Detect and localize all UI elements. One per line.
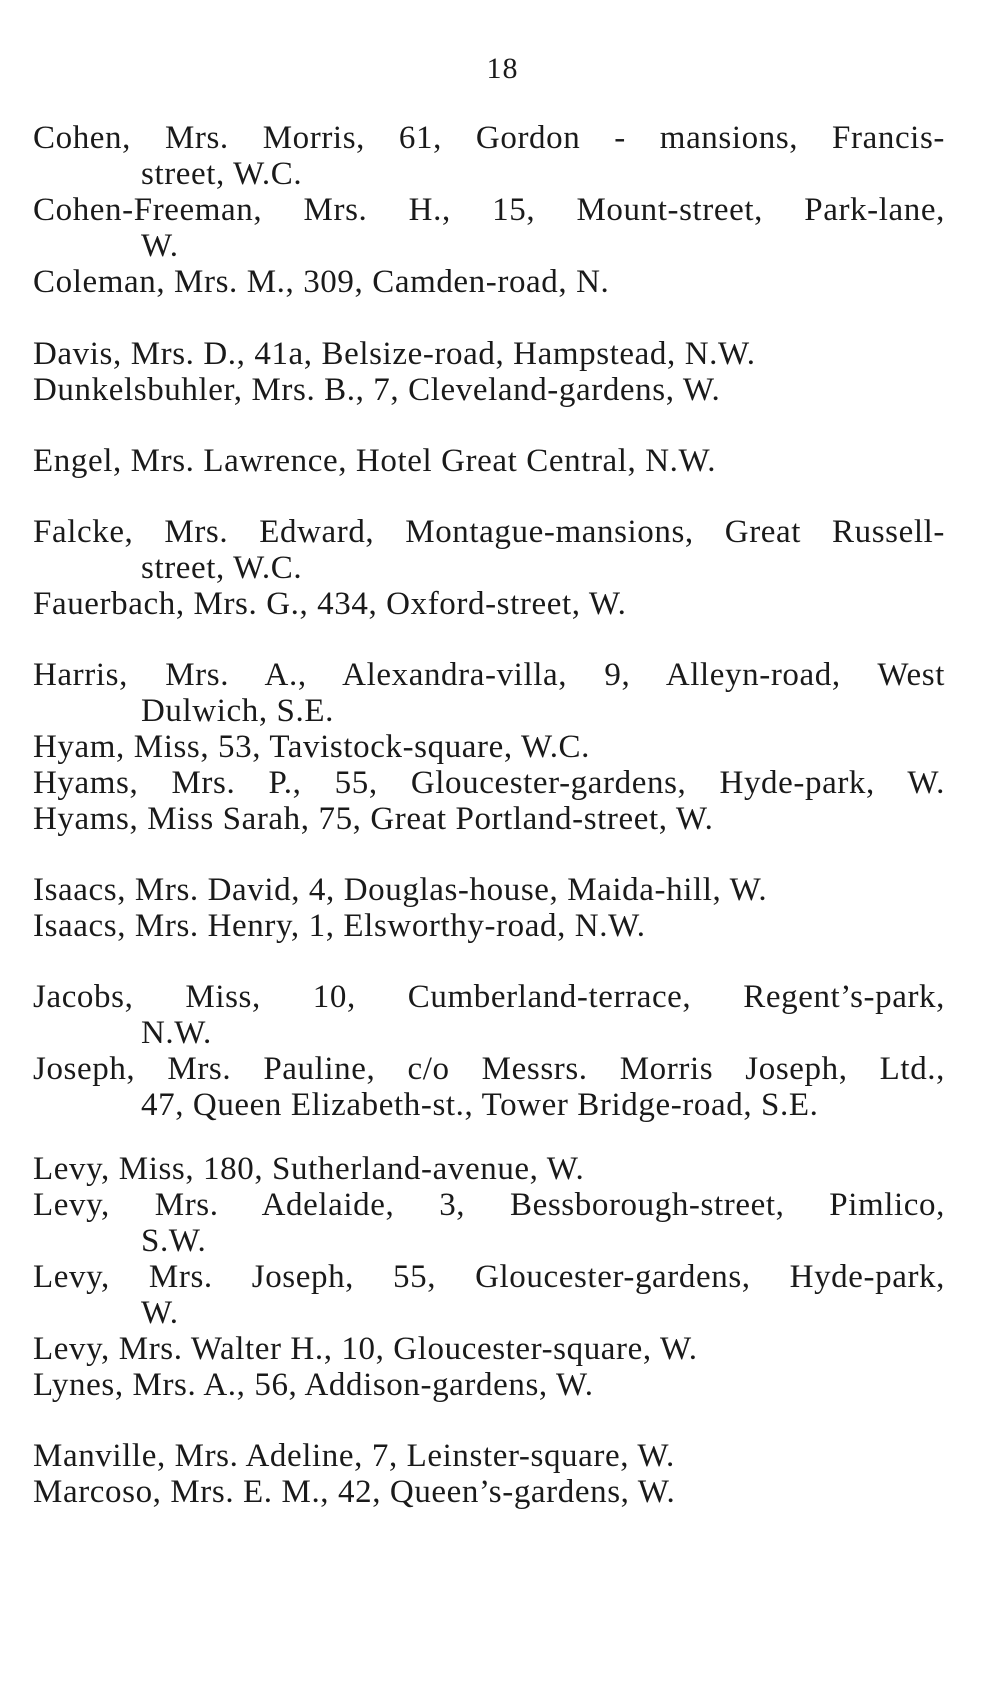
list-item [33, 1474, 945, 1510]
list-item [33, 657, 945, 729]
entry-text: Hyam, Miss, 53, Tavistock-square, W.C. [33, 729, 591, 765]
list-item [33, 1438, 945, 1474]
list-item [33, 586, 945, 622]
list-item [33, 192, 945, 264]
list-item [33, 1367, 945, 1403]
entry-text: Cohen, Mrs. Morris, 61, Gordon - mansions, Francis- [33, 120, 945, 156]
entry-text: Hyams, Mrs. P., 55, Gloucester-gardens, Hyde-park, W. [33, 765, 945, 801]
entry-text: Levy, Miss, 180, Sutherland-avenue, W. [33, 1151, 585, 1187]
entry-text: Dunkelsbuhler, Mrs. B., 7, Cleveland-gardens, W. [33, 372, 721, 408]
entry-text: Davis, Mrs. D., 41a, Belsize-road, Hampstead, N.W. [33, 336, 756, 372]
entry-text: Levy, Mrs. Adelaide, 3, Bessborough-street, Pimlico, [33, 1187, 945, 1223]
entry-text: Joseph, Mrs. Pauline, c/o Messrs. Morris Joseph, Ltd., [33, 1051, 945, 1087]
list-item [33, 372, 945, 408]
entry-continuation: street, W.C. [141, 156, 303, 192]
list-item [33, 514, 945, 586]
entry-continuation: W. [141, 1295, 179, 1331]
entry-continuation: N.W. [141, 1015, 212, 1051]
entry-continuation: Dulwich, S.E. [141, 693, 334, 729]
entry-text: Jacobs, Miss, 10, Cumberland-terrace, Regent’s-park, [33, 979, 945, 1015]
list-item [33, 872, 945, 908]
list-item [33, 729, 945, 765]
entry-continuation: street, W.C. [141, 550, 303, 586]
list-item [33, 1331, 945, 1367]
entry-text: Falcke, Mrs. Edward, Montague-mansions, Great Russell- [33, 514, 945, 550]
entry-continuation: S.W. [141, 1223, 207, 1259]
entry-text: Lynes, Mrs. A., 56, Addison-gardens, W. [33, 1367, 594, 1403]
list-item [33, 1151, 945, 1187]
entry-text: Marcoso, Mrs. E. M., 42, Queen’s-gardens, W. [33, 1474, 676, 1510]
entry-text: Levy, Mrs. Walter H., 10, Gloucester-square, W. [33, 1331, 698, 1367]
entry-text: Fauerbach, Mrs. G., 434, Oxford-street, W. [33, 586, 627, 622]
list-item [33, 264, 945, 300]
entry-text: Coleman, Mrs. M., 309, Camden-road, N. [33, 264, 610, 300]
entry-text: Cohen-Freeman, Mrs. H., 15, Mount-street, Park-lane, [33, 192, 945, 228]
list-item [33, 120, 945, 192]
list-item [33, 336, 945, 372]
entry-text: Manville, Mrs. Adeline, 7, Leinster-square, W. [33, 1438, 675, 1474]
entry-text: Isaacs, Mrs. Henry, 1, Elsworthy-road, N.W. [33, 908, 646, 944]
list-item [33, 443, 945, 479]
page-number: 18 [486, 52, 519, 85]
entry-text: Engel, Mrs. Lawrence, Hotel Great Central, N.W. [33, 443, 717, 479]
list-item [33, 765, 945, 801]
entry-continuation: W. [141, 228, 179, 264]
entry-text: Levy, Mrs. Joseph, 55, Gloucester-gardens, Hyde-park, [33, 1259, 945, 1295]
list-item [33, 1051, 945, 1123]
list-item [33, 1259, 945, 1331]
list-item [33, 801, 945, 837]
entry-text: Hyams, Miss Sarah, 75, Great Portland-street, W. [33, 801, 714, 837]
entry-continuation: 47, Queen Elizabeth-st., Tower Bridge-road, S.E. [141, 1087, 819, 1123]
entry-text: Isaacs, Mrs. David, 4, Douglas-house, Maida-hill, W. [33, 872, 768, 908]
list-item [33, 1187, 945, 1259]
list-item [33, 908, 945, 944]
list-item [33, 979, 945, 1051]
entry-text: Harris, Mrs. A., Alexandra-villa, 9, Alleyn-road, West [33, 657, 945, 693]
